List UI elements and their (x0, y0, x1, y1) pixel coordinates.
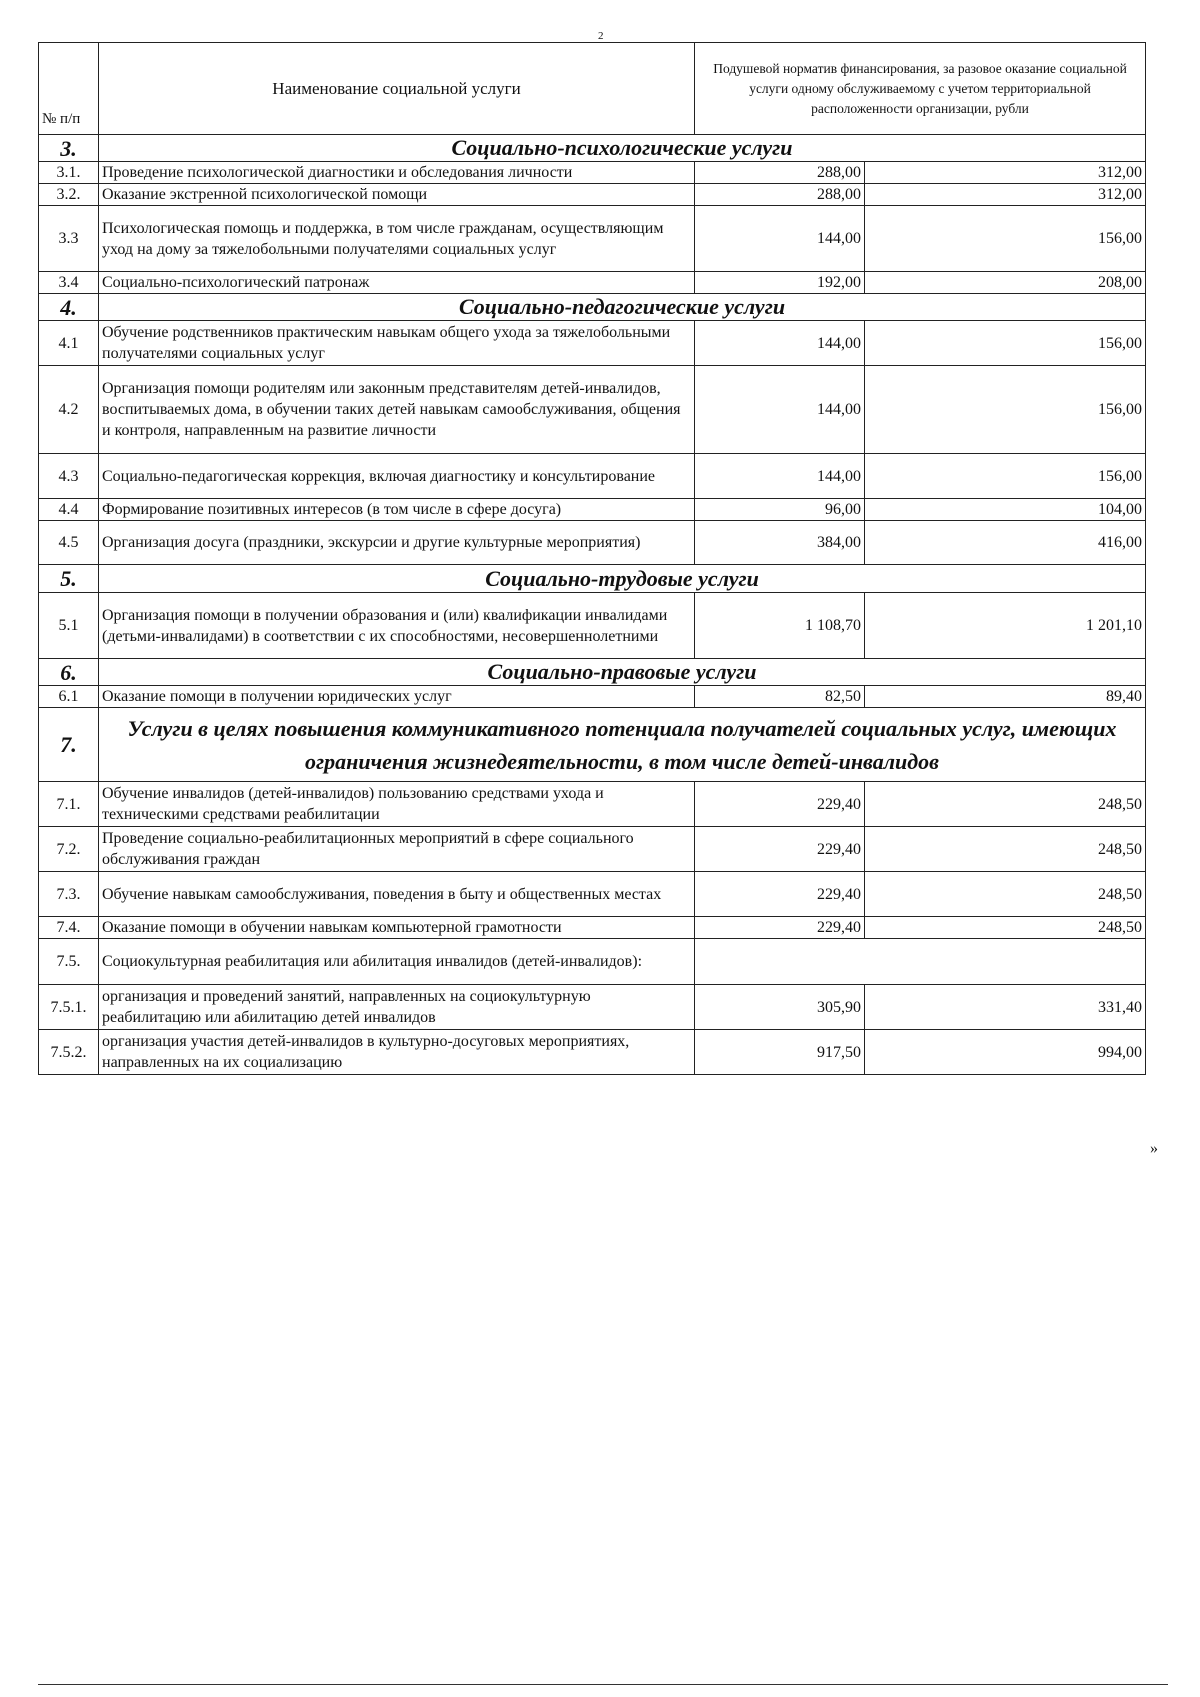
section-row (39, 659, 1146, 686)
table-row (39, 454, 1146, 499)
row-value-1: 917,50 (695, 1030, 865, 1075)
table-row (39, 184, 1146, 206)
row-value-2: 994,00 (865, 1030, 1146, 1075)
row-number: 4.3 (39, 454, 99, 499)
row-value-2: 312,00 (865, 162, 1146, 184)
row-service-name: Социокультурная реабилитация или абилитация инвалидов (детей-инвалидов): (99, 939, 695, 985)
page-bottom-rule (38, 1684, 1168, 1685)
row-service-name: Психологическая помощь и поддержка, в том числе гражданам, осуществляющим уход на дому за тяжелобольными получателями социальных услуг (99, 206, 695, 272)
section-title: Услуги в целях повышения коммуникативного потенциала получателей социальных услуг, имеющих ограничения жизнедеятельности, в том числе детей-инвалидов (99, 708, 1146, 782)
row-service-name: Организация досуга (праздники, экскурсии и другие культурные мероприятия) (99, 521, 695, 565)
row-value-1: 144,00 (695, 321, 865, 366)
section-title: Социально-педагогические услуги (99, 294, 1146, 321)
row-number: 7.2. (39, 827, 99, 872)
row-value-2: 1 201,10 (865, 593, 1146, 659)
row-number: 4.5 (39, 521, 99, 565)
closing-quote-mark: » (1150, 1140, 1158, 1157)
table-row (39, 366, 1146, 454)
row-value-1: 229,40 (695, 872, 865, 917)
row-value-1: 288,00 (695, 184, 865, 206)
row-value-2: 156,00 (865, 206, 1146, 272)
row-value-1: 82,50 (695, 686, 865, 708)
tariff-table (38, 42, 1146, 1075)
row-service-name: Проведение психологической диагностики и обследования личности (99, 162, 695, 184)
table-row (39, 917, 1146, 939)
table-row (39, 827, 1146, 872)
row-number: 7.5. (39, 939, 99, 985)
table-row (39, 1030, 1146, 1075)
section-title: Социально-трудовые услуги (99, 565, 1146, 593)
table-row (39, 872, 1146, 917)
row-service-name: Организация помощи в получении образования и (или) квалификации инвалидами (детьми-инвалидами) в соответствии с их способностями, несовершеннолетними (99, 593, 695, 659)
row-service-name: Оказание помощи в получении юридических услуг (99, 686, 695, 708)
section-row (39, 708, 1146, 782)
section-title: Социально-правовые услуги (99, 659, 1146, 686)
table-row (39, 321, 1146, 366)
table-row (39, 206, 1146, 272)
page-number: 2 (598, 30, 604, 42)
row-number: 3.4 (39, 272, 99, 294)
section-row (39, 565, 1146, 593)
row-value-1: 229,40 (695, 827, 865, 872)
row-value-2: 331,40 (865, 985, 1146, 1030)
row-value-2: 156,00 (865, 321, 1146, 366)
section-number: 4. (39, 294, 99, 321)
row-value-1: 288,00 (695, 162, 865, 184)
row-number: 5.1 (39, 593, 99, 659)
row-number: 3.1. (39, 162, 99, 184)
header-service-name: Наименование социальной услуги (99, 43, 695, 135)
row-value-1: 144,00 (695, 454, 865, 499)
row-value-2: 248,50 (865, 872, 1146, 917)
row-value-2: 156,00 (865, 454, 1146, 499)
table-row (39, 272, 1146, 294)
row-value-1: 144,00 (695, 366, 865, 454)
row-number: 4.1 (39, 321, 99, 366)
row-value-1: 192,00 (695, 272, 865, 294)
table-row (39, 985, 1146, 1030)
row-value-2: 89,40 (865, 686, 1146, 708)
row-value-2: 416,00 (865, 521, 1146, 565)
row-value-1: 144,00 (695, 206, 865, 272)
row-value-2: 156,00 (865, 366, 1146, 454)
row-value-1: 96,00 (695, 499, 865, 521)
section-number: 3. (39, 135, 99, 162)
row-value-2: 312,00 (865, 184, 1146, 206)
table-row (39, 521, 1146, 565)
row-value-2: 248,50 (865, 917, 1146, 939)
section-number: 5. (39, 565, 99, 593)
row-service-name: Обучение инвалидов (детей-инвалидов) пользованию средствами ухода и техническими средствами реабилитации (99, 782, 695, 827)
row-service-name: Обучение родственников практическим навыкам общего ухода за тяжелобольными получателями социальных услуг (99, 321, 695, 366)
table-header-row (39, 43, 1146, 135)
row-value-1: 1 108,70 (695, 593, 865, 659)
section-title: Социально-психологические услуги (99, 135, 1146, 162)
row-value-1: 229,40 (695, 782, 865, 827)
row-number: 6.1 (39, 686, 99, 708)
row-number: 7.3. (39, 872, 99, 917)
row-number: 4.2 (39, 366, 99, 454)
table-row (39, 162, 1146, 184)
row-service-name: Обучение навыкам самообслуживания, поведения в быту и общественных местах (99, 872, 695, 917)
header-financing-norm: Подушевой норматив финансирования, за разовое оказание социальной услуги одному обслуживаемому с учетом территориальной расположенности организации, рубли (695, 43, 1146, 135)
row-service-name: Оказание экстренной психологической помощи (99, 184, 695, 206)
row-service-name: организация и проведений занятий, направленных на социокультурную реабилитацию или абилитацию детей инвалидов (99, 985, 695, 1030)
row-service-name: Формирование позитивных интересов (в том числе в сфере досуга) (99, 499, 695, 521)
row-service-name: Социально-педагогическая коррекция, включая диагностику и консультирование (99, 454, 695, 499)
table-row (39, 499, 1146, 521)
table-row (39, 939, 1146, 985)
section-row (39, 135, 1146, 162)
row-number: 7.1. (39, 782, 99, 827)
table-row (39, 686, 1146, 708)
section-number: 7. (39, 708, 99, 782)
table-row (39, 593, 1146, 659)
row-service-name: организация участия детей-инвалидов в культурно-досуговых мероприятиях, направленных на их социализацию (99, 1030, 695, 1075)
row-number: 7.5.1. (39, 985, 99, 1030)
header-num: № п/п (39, 43, 99, 135)
row-number: 3.2. (39, 184, 99, 206)
section-number: 6. (39, 659, 99, 686)
row-number: 4.4 (39, 499, 99, 521)
row-value-2: 208,00 (865, 272, 1146, 294)
row-number: 7.5.2. (39, 1030, 99, 1075)
row-service-name: Организация помощи родителям или законным представителям детей-инвалидов, воспитываемых дома, в обучении таких детей навыкам самообслуживания, общения и контроля, направленным на развитие личности (99, 366, 695, 454)
row-value-blank (695, 939, 1146, 985)
row-service-name: Социально-психологический патронаж (99, 272, 695, 294)
row-number: 7.4. (39, 917, 99, 939)
section-row (39, 294, 1146, 321)
row-value-1: 305,90 (695, 985, 865, 1030)
row-value-2: 248,50 (865, 827, 1146, 872)
row-value-2: 248,50 (865, 782, 1146, 827)
row-value-1: 384,00 (695, 521, 865, 565)
row-service-name: Оказание помощи в обучении навыкам компьютерной грамотности (99, 917, 695, 939)
table-row (39, 782, 1146, 827)
row-service-name: Проведение социально-реабилитационных мероприятий в сфере социального обслуживания граждан (99, 827, 695, 872)
row-value-2: 104,00 (865, 499, 1146, 521)
row-number: 3.3 (39, 206, 99, 272)
row-value-1: 229,40 (695, 917, 865, 939)
